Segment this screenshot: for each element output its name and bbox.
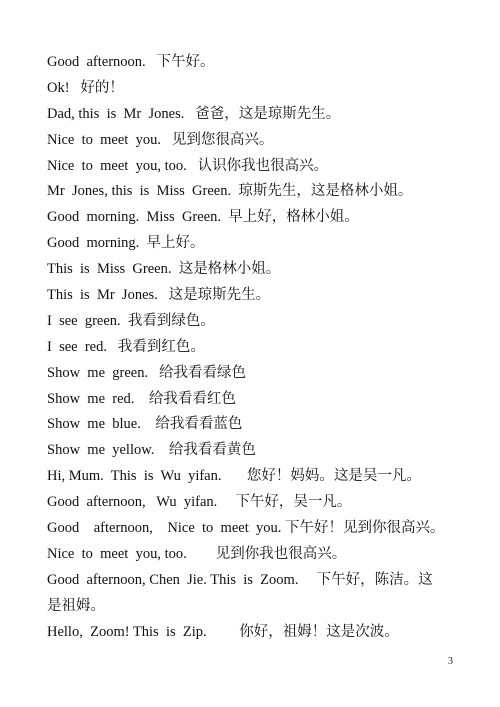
- text-line: Show me red. 给我看看红色: [47, 390, 236, 407]
- text-line: I see red. 我看到红色。: [47, 338, 205, 355]
- text-line: Ok! 好的！: [47, 79, 124, 96]
- text-line: Good afternoon, Nice to meet you. 下午好！见到你很高兴。: [47, 520, 445, 537]
- text-line: Nice to meet you, too. 认识你我也很高兴。: [47, 157, 329, 174]
- text-line: 是祖姆。: [47, 597, 105, 614]
- text-line: This is Mr Jones. 这是琼斯先生。: [47, 287, 271, 304]
- text-line: Show me blue. 给我看看蓝色: [47, 416, 243, 433]
- text-body: [47, 50, 457, 645]
- text-line: Hello, Zoom! This is Zip. 你好，祖姆！这是次波。: [47, 623, 399, 640]
- text-line: Dad, this is Mr Jones. 爸爸，这是琼斯先生。: [47, 105, 341, 122]
- text-line: This is Miss Green. 这是格林小姐。: [47, 261, 281, 278]
- text-line: Mr Jones, this is Miss Green. 琼斯先生，这是格林小姐。: [47, 183, 413, 200]
- text-line: I see green. 我看到绿色。: [47, 312, 215, 329]
- text-line: Hi, Mum. This is Wu yifan. 您好！妈妈。这是吴一凡。: [47, 468, 421, 485]
- text-line: Good afternoon, Wu yifan. 下午好，吴一凡。: [47, 494, 352, 511]
- page-number: 3: [448, 656, 453, 667]
- text-line: Good morning. 早上好。: [47, 235, 205, 252]
- text-line: Nice to meet you. 见到您很高兴。: [47, 131, 274, 148]
- text-line: Good afternoon, Chen Jie. This is Zoom. 下午好，陈洁。这: [47, 571, 433, 588]
- text-line: Good afternoon. 下午好。: [47, 54, 215, 70]
- text-line: Show me green. 给我看看绿色: [47, 364, 246, 381]
- text-line: Show me yellow. 给我看看黄色: [47, 442, 256, 459]
- text-line: Good morning. Miss Green. 早上好，格林小姐。: [47, 209, 359, 226]
- text-line: Nice to meet you, too. 见到你我也很高兴。: [47, 545, 347, 562]
